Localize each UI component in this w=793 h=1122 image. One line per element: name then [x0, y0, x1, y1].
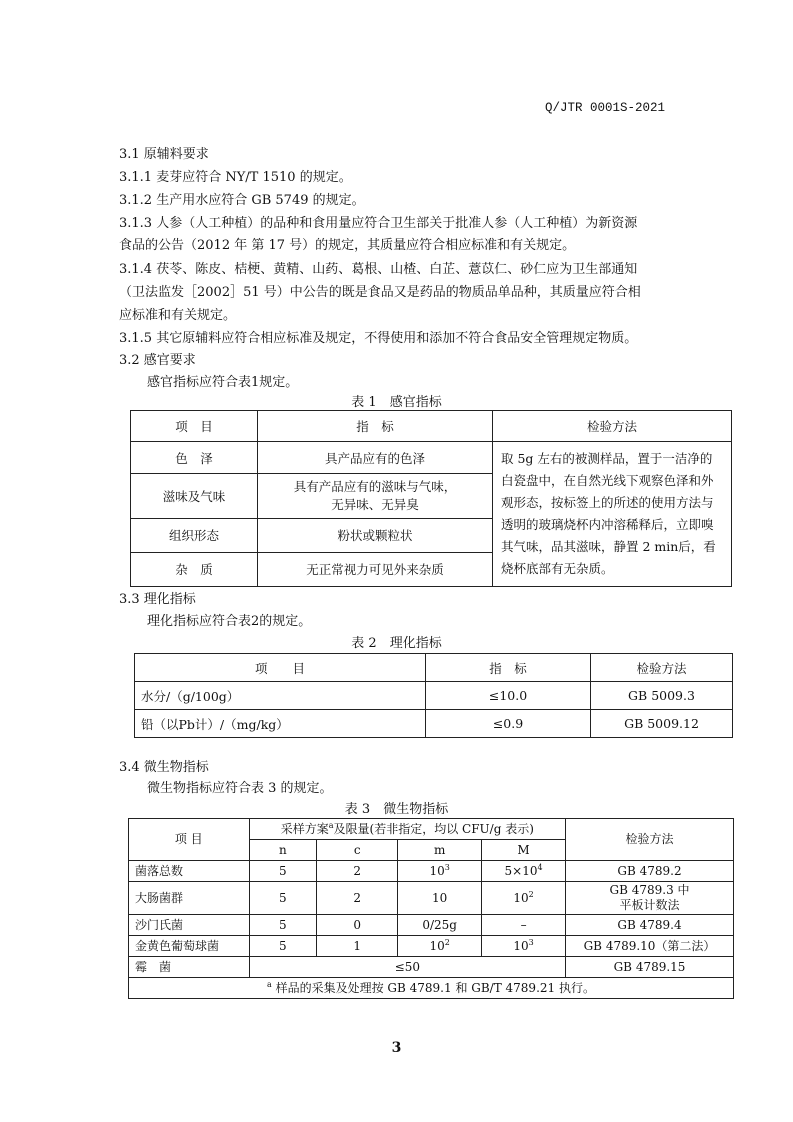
t3-r2-method [566, 882, 734, 915]
t3-r2-M-base: 10 [513, 890, 529, 905]
t1-row-taste-name: 滋味及气味 [131, 474, 258, 519]
t3-r1-M-exp: 4 [537, 862, 543, 872]
t3-r4-m-base: 10 [429, 938, 445, 953]
section-3-3: 3.3 理化指标 [119, 592, 196, 607]
t3-header-item: 项 目 [129, 819, 250, 861]
t3-r2-c: 2 [317, 882, 398, 915]
page-number: 3 [391, 1040, 402, 1056]
t3-header-plan-label: 采样方案 [280, 821, 329, 836]
t3-r4-M-base: 10 [513, 938, 529, 953]
t2-header-method: 检验方法 [591, 654, 733, 682]
section-3-4-text: 微生物指标应符合表 3 的规定。 [147, 781, 333, 796]
section-3-1-3-line2: 食品的公告（2012 年 第 17 号）的规定，其质量应符合相应标准和有关规定。 [119, 238, 576, 253]
t1-row-taste-value [258, 474, 493, 519]
t3-r1-m-exp: 3 [444, 862, 450, 872]
t3-r2-method-line1: GB 4789.3 中 [609, 883, 690, 897]
section-3-1-4-line3: 应标准和有关规定。 [119, 308, 237, 323]
t3-r4-name: 金黄色葡萄球菌 [129, 936, 250, 957]
t3-r1-m-base: 10 [429, 863, 445, 878]
t3-r1-c: 2 [317, 861, 398, 882]
t3-r4-n: 5 [249, 936, 317, 957]
t3-sub-c: c [317, 840, 398, 861]
section-3-1: 3.1 原辅料要求 [119, 147, 209, 162]
t3-sub-m: m [398, 840, 482, 861]
t2-row-lead-method: GB 5009.12 [591, 710, 733, 738]
t1-row-impurity-value: 无正常视力可见外来杂质 [258, 552, 493, 586]
t3-sub-M: M [482, 840, 566, 861]
t1-header-method: 检验方法 [493, 411, 732, 442]
t2-row-moisture-method: GB 5009.3 [591, 682, 733, 710]
t1-row-color-value: 具产品应有的色泽 [258, 442, 493, 474]
t3-r2-n: 5 [249, 882, 317, 915]
t3-footnote [129, 978, 734, 999]
t3-r2-M [482, 882, 566, 915]
table3-caption: 表 3 微生物指标 [344, 802, 449, 817]
t3-header-plan-rest: 及限量(若非指定，均以 CFU/g 表示) [333, 821, 534, 836]
t3-sub-n: n [249, 840, 317, 861]
section-3-2-text: 感官指标应符合表1规定。 [147, 375, 299, 390]
t2-header-item: 项 目 [135, 654, 426, 682]
section-3-1-1: 3.1.1 麦芽应符合 NY/T 1510 的规定。 [119, 170, 352, 185]
t2-row-lead-value: ≤0.9 [426, 710, 591, 738]
t1-row-impurity-name: 杂 质 [131, 552, 258, 586]
section-3-3-text: 理化指标应符合表2的规定。 [147, 614, 312, 629]
t1-row-taste-line1: 具有产品应有的滋味与气味， [293, 478, 457, 494]
t3-footnote-sup: a [267, 979, 272, 989]
t2-row-moisture-name: 水分/（g/100g） [135, 682, 426, 710]
t3-r4-M-exp: 3 [528, 937, 534, 947]
t3-r1-M [482, 861, 566, 882]
t3-r1-M-base: 5×10 [504, 863, 538, 878]
section-3-1-2: 3.1.2 生产用水应符合 GB 5749 的规定。 [119, 193, 365, 208]
document-code: Q/JTR 0001S-2021 [544, 101, 665, 115]
t3-r4-M [482, 936, 566, 957]
t3-r5-name: 霉 菌 [129, 957, 250, 978]
t3-r2-method-line2: 平板计数法 [619, 898, 680, 912]
t3-r3-n: 5 [249, 915, 317, 936]
table1-caption: 表 1 感官指标 [351, 395, 442, 410]
t3-r3-c: 0 [317, 915, 398, 936]
t3-r3-method: GB 4789.4 [566, 915, 734, 936]
t3-r3-M: – [482, 915, 566, 936]
t3-r1-n: 5 [249, 861, 317, 882]
t1-header-index: 指 标 [258, 411, 493, 442]
section-3-4: 3.4 微生物指标 [119, 760, 209, 775]
table3-microbiological [128, 818, 734, 999]
table2-physicochemical [134, 653, 733, 738]
t3-r5-method: GB 4789.15 [566, 957, 734, 978]
t2-row-lead-name: 铅（以Pb计）/（mg/kg） [135, 710, 426, 738]
t3-r1-method: GB 4789.2 [566, 861, 734, 882]
t1-row-texture-value: 粉状或颗粒状 [258, 518, 493, 552]
table2-caption: 表 2 理化指标 [351, 636, 442, 651]
section-3-1-4-line2: （卫法监发［2002］51 号）中公告的既是食品又是药品的物质品单品种，其质量应符合相 [119, 285, 641, 300]
section-3-1-5: 3.1.5 其它原辅料应符合相应标准及规定，不得使用和添加不符合食品安全管理规定物质。 [119, 331, 638, 346]
section-3-1-4-line1: 3.1.4 茯苓、陈皮、桔梗、黄精、山药、葛根、山楂、白芷、薏苡仁、砂仁应为卫生部通知 [119, 262, 638, 277]
t3-r2-M-exp: 2 [528, 889, 534, 899]
t1-row-texture-name: 组织形态 [131, 518, 258, 552]
t3-r4-method: GB 4789.10（第二法） [566, 936, 734, 957]
t3-r3-m: 0/25g [398, 915, 482, 936]
t3-r1-name: 菌落总数 [129, 861, 250, 882]
section-3-2: 3.2 感官要求 [119, 353, 196, 368]
t3-r2-m: 10 [398, 882, 482, 915]
t3-r4-m-exp: 2 [444, 937, 450, 947]
t3-r3-name: 沙门氏菌 [129, 915, 250, 936]
t3-r2-name: 大肠菌群 [129, 882, 250, 915]
t3-header-plan-sup: a [328, 820, 334, 830]
t3-header-plan [249, 819, 565, 840]
section-3-1-3-line1: 3.1.3 人参（人工种植）的品种和食用量应符合卫生部关于批准人参（人工种植）为新资源 [119, 216, 638, 231]
t3-footnote-text: 样品的采集及处理按 GB 4789.1 和 GB/T 4789.21 执行。 [271, 980, 595, 995]
t3-header-method: 检验方法 [566, 819, 734, 861]
table1-sensory [130, 410, 732, 587]
t2-header-index: 指 标 [426, 654, 591, 682]
t1-method-text: 取 5g 左右的被测样品，置于一洁净的白瓷盘中，在自然光线下观察色泽和外观形态，按标签上的所述的使用方法与透明的玻璃烧杯内冲溶稀释后，立即嗅其气味，品其滋味，静置 2 min后，看烧杯底部有无杂质。 [493, 442, 732, 587]
t3-r1-m [398, 861, 482, 882]
t1-row-color-name: 色 泽 [131, 442, 258, 474]
t1-row-taste-line2: 无异味、无异臭 [331, 496, 419, 512]
t3-r4-c: 1 [317, 936, 398, 957]
t3-r4-m [398, 936, 482, 957]
t2-row-moisture-value: ≤10.0 [426, 682, 591, 710]
t3-r5-limit: ≤50 [249, 957, 565, 978]
t1-header-item: 项 目 [131, 411, 258, 442]
